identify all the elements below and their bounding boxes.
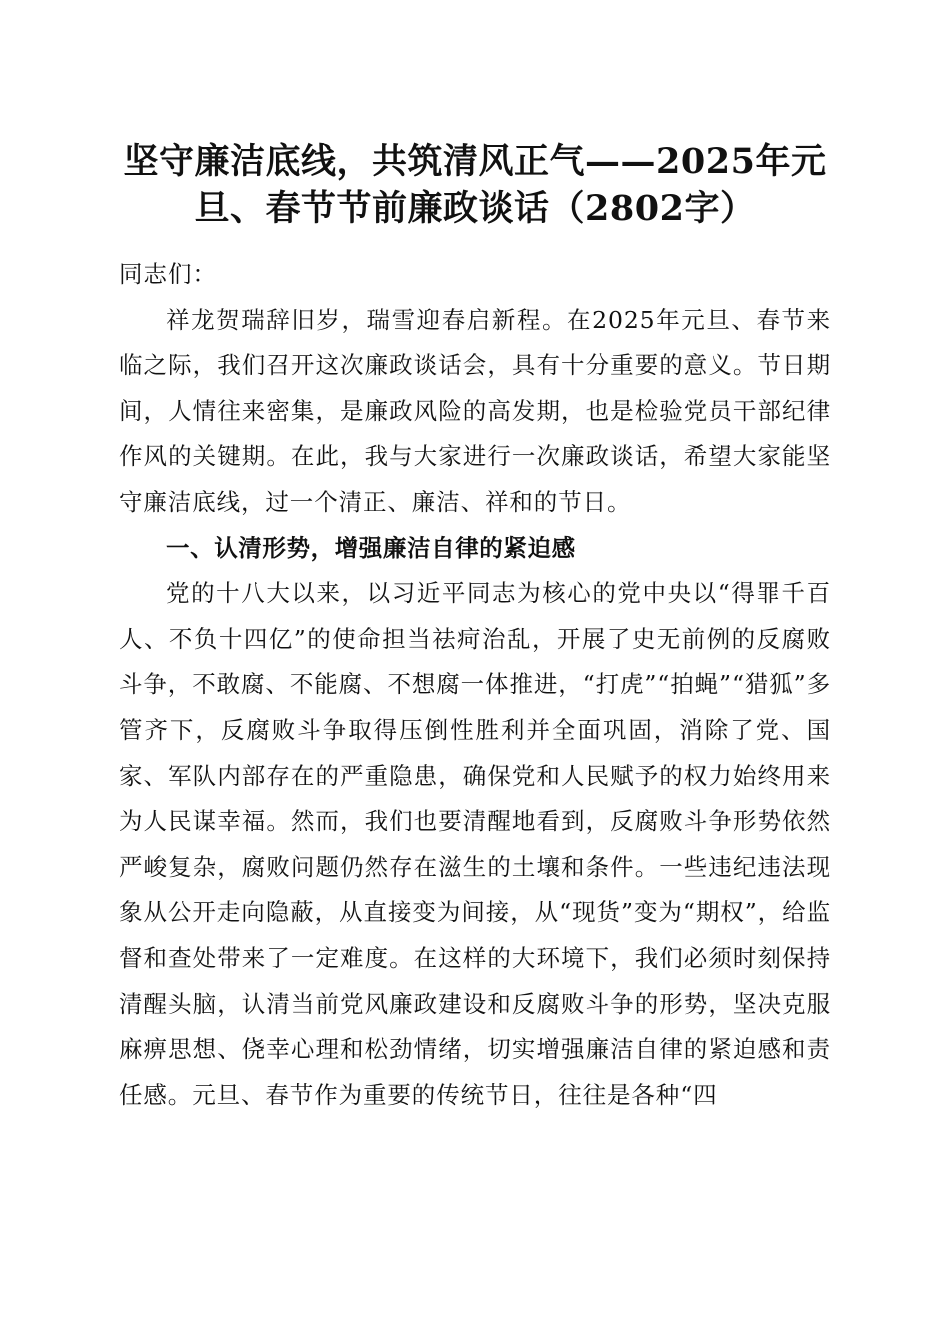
salutation: 同志们：: [119, 260, 217, 288]
section-1-paragraph: 党的十八大以来，以习近平同志为核心的党中央以“得罪千百人、不负十四亿”的使命担当祛疴治乱，开展了史无前例的反腐败斗争，不敢腐、不能腐、不想腐一体推进，“打虎”“拍蝇”“猎狐”多管齐下，反腐败斗争取得压倒性胜利并全面巩固，消除了党、国家、军队内部存在的严重隐患，确保党和人民赋予的权力始终用来为人民谋幸福。然而，我们也要清醒地看到，反腐败斗争形势依然严峻复杂，腐败问题仍然存在滋生的土壤和条件。一些违纪违法现象从公开走向隐蔽，从直接变为间接，从“现货”变为“期权”，给监督和查处带来了一定难度。在这样的大环境下，我们必须时刻保持清醒头脑，认清当前党风廉政建设和反腐败斗争的形势，坚决克服麻痹思想、侥幸心理和松劲情绪，切实增强廉洁自律的紧迫感和责任感。元旦、春节作为重要的传统节日，往往是各种“四: [119, 579, 831, 1109]
title-line-2: 旦、春节节前廉政谈话（2802字）: [194, 188, 756, 229]
intro-paragraph: 祥龙贺瑞辞旧岁，瑞雪迎春启新程。在2025年元旦、春节来临之际，我们召开这次廉政谈话会，具有十分重要的意义。节日期间，人情往来密集，是廉政风险的高发期，也是检验党员干部纪律作风的关键期。在此，我与大家进行一次廉政谈话，希望大家能坚守廉洁底线，过一个清正、廉洁、祥和的节日。: [119, 305, 831, 516]
document-title: [100, 138, 850, 232]
document-body: [119, 252, 831, 1118]
section-heading-1: 一、认清形势，增强廉洁自律的紧迫感: [166, 533, 576, 562]
title-line-1: 坚守廉洁底线，共筑清风正气——2025年元: [123, 141, 827, 182]
